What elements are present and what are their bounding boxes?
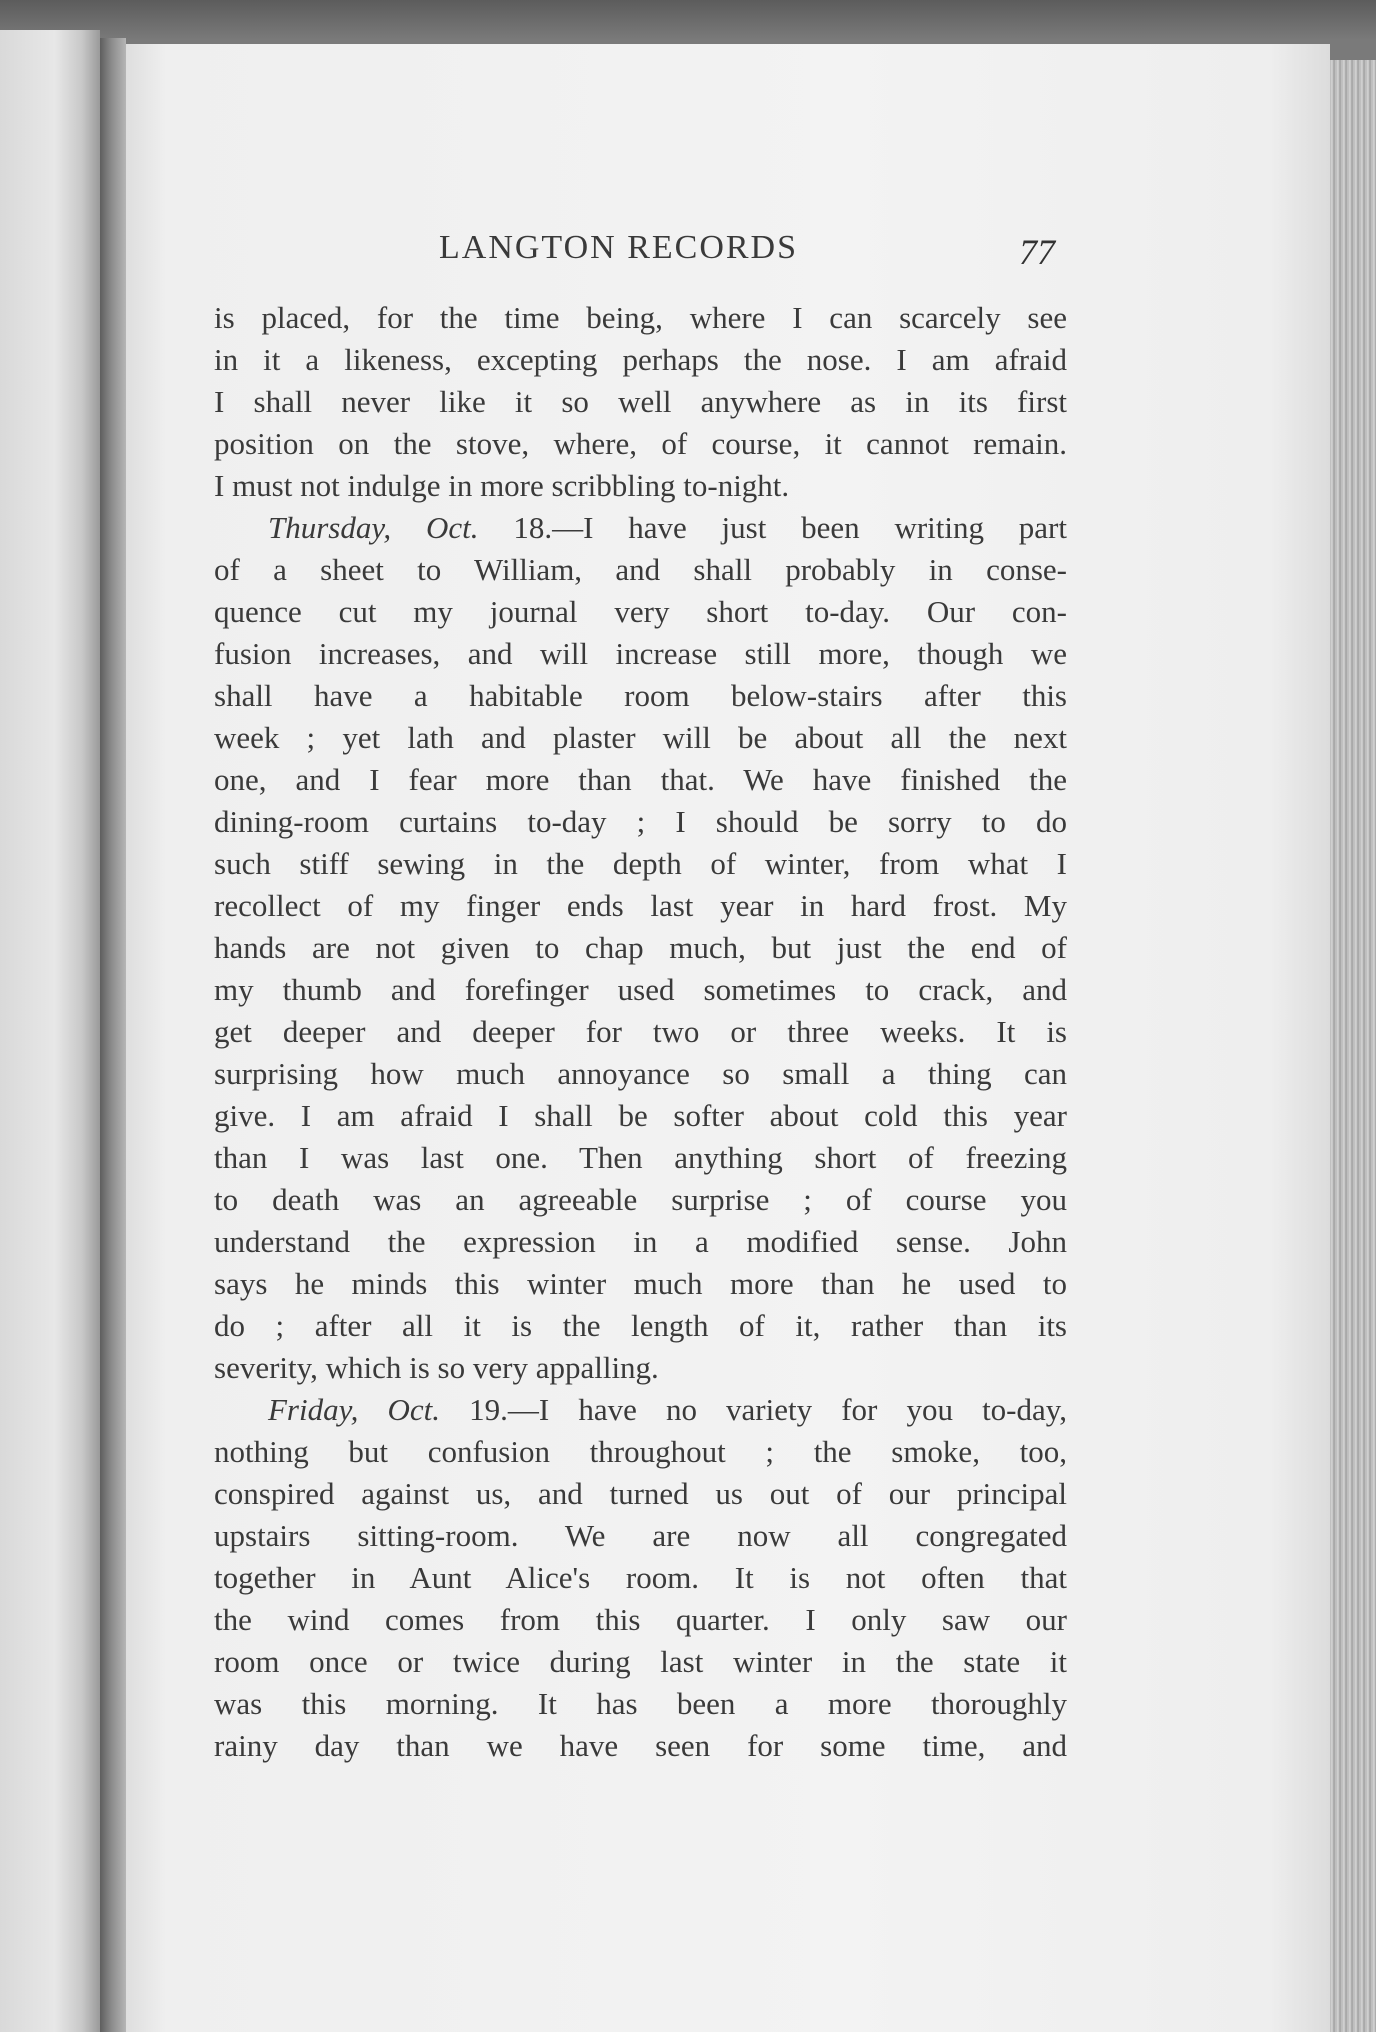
text-line: shall have a habitable room below-stairs after this [214, 678, 1067, 713]
text-line: was this morning. It has been a more thoroughly [214, 1686, 1067, 1721]
text-line: I shall never like it so well anywhere as in its first [214, 384, 1067, 419]
page-stack-edge [1330, 60, 1376, 2032]
text-line: understand the expression in a modified sense. John [214, 1224, 1067, 1259]
body-text [214, 297, 1067, 1767]
text-line: is placed, for the time being, where I can scarcely see [214, 300, 1067, 335]
text-line: quence cut my journal very short to-day. Our con- [214, 594, 1067, 629]
text-line: I must not indulge in more scribbling to-night. [214, 468, 790, 503]
text-line: position on the stove, where, of course, it cannot remain. [214, 426, 1067, 461]
text-line: to death was an agreeable surprise ; of course you [214, 1182, 1067, 1217]
page-header [126, 229, 1330, 279]
text-line: severity, which is so very appalling. [214, 1350, 659, 1385]
text-line: upstairs sitting-room. We are now all congregated [214, 1518, 1067, 1553]
text-line: week ; yet lath and plaster will be about all the next [214, 720, 1067, 755]
entry-date-friday: Friday, Oct. [268, 1392, 441, 1427]
text-line: such stiff sewing in the depth of winter, from what I [214, 846, 1067, 881]
page-number: 77 [1019, 232, 1055, 272]
text-line: fusion increases, and will increase still more, though we [214, 636, 1067, 671]
text-line: in it a likeness, excepting perhaps the nose. I am afraid [214, 342, 1067, 377]
text-line: says he minds this winter much more than he used to [214, 1266, 1067, 1301]
entry-heading-line [214, 507, 1067, 549]
text-line: nothing but confusion throughout ; the smoke, too, [214, 1434, 1067, 1469]
text-line: do ; after all it is the length of it, rather than its [214, 1308, 1067, 1343]
text-line-fragment: 19.—I have no variety for you to-day, [469, 1392, 1067, 1427]
running-head: LANGTON RECORDS [439, 229, 799, 266]
text-line: dining-room curtains to-day ; I should be sorry to do [214, 804, 1067, 839]
text-line: hands are not given to chap much, but just the end of [214, 930, 1067, 965]
text-line: than I was last one. Then anything short of freezing [214, 1140, 1067, 1175]
text-line: conspired against us, and turned us out of our principal [214, 1476, 1067, 1511]
text-line: my thumb and forefinger used sometimes to crack, and [214, 972, 1067, 1007]
book-gutter [100, 38, 126, 2032]
text-line: give. I am afraid I shall be softer about cold this year [214, 1098, 1067, 1133]
text-line: recollect of my finger ends last year in hard frost. My [214, 888, 1067, 923]
text-line: of a sheet to William, and shall probably in conse- [214, 552, 1067, 587]
text-line: together in Aunt Alice's room. It is not often that [214, 1560, 1067, 1595]
text-line: one, and I fear more than that. We have finished the [214, 762, 1067, 797]
text-line: room once or twice during last winter in the state it [214, 1644, 1067, 1679]
text-line: get deeper and deeper for two or three weeks. It is [214, 1014, 1067, 1049]
text-line: rainy day than we have seen for some time, and [214, 1728, 1067, 1763]
book-page [126, 44, 1330, 2032]
facing-page-edge [0, 30, 100, 2032]
text-line: surprising how much annoyance so small a thing can [214, 1056, 1067, 1091]
text-line-fragment: 18.—I have just been writing part [513, 510, 1067, 545]
text-line: the wind comes from this quarter. I only saw our [214, 1602, 1067, 1637]
entry-heading-line [214, 1389, 1067, 1431]
entry-date-thursday: Thursday, Oct. [268, 510, 479, 545]
